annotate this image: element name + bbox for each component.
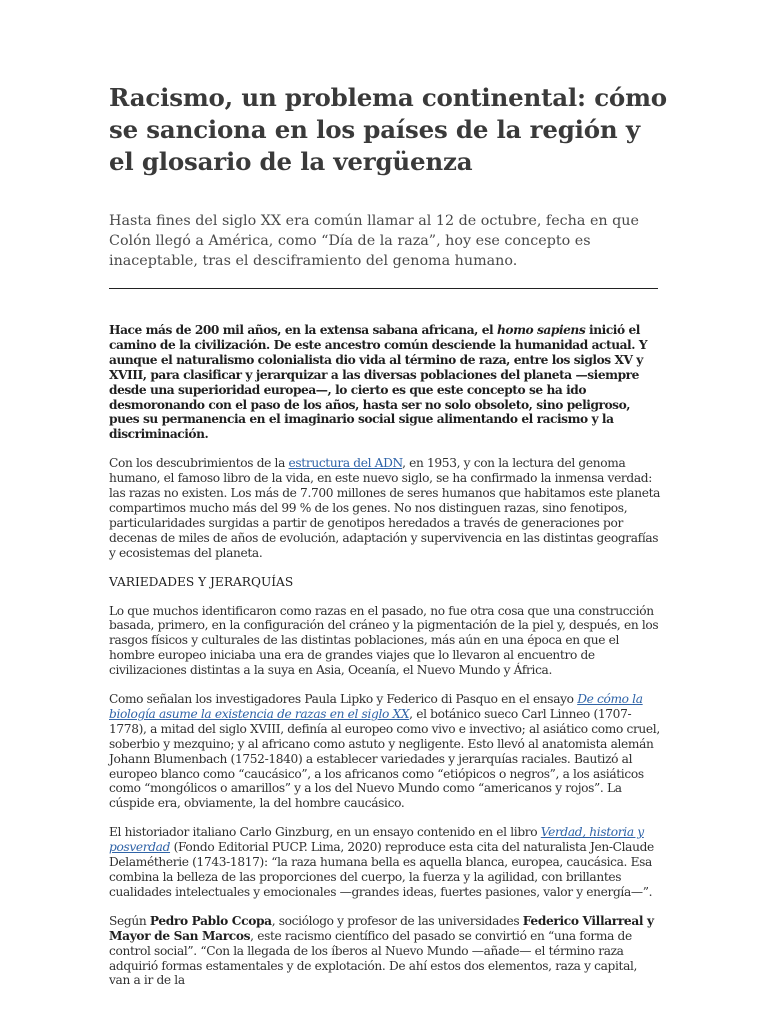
paragraph-ginzburg-text-a: El historiador italiano Carlo Ginzburg, en un ensayo contenido en el libro <box>109 825 541 840</box>
article-title: Racismo, un problema continental: cómo se sanciona en los países de la región y el glosario de la vergüenza <box>109 83 667 176</box>
paragraph-ccopa-text-b: , sociólogo y profesor de las universidades <box>271 913 523 928</box>
paragraph-ginzburg-text-b: (Fondo Editorial PUCP. Lima, 2020) reproduce esta cita del naturalista Jen-Claude Delamétherie (1743-1817): “la raza humana bella es aquella blanca, europea, caucásica. Esa combina la belleza de las proporciones del cuerpo, la fuerza y la agilidad, con brillantes cualidades intelectuales y emocionales —grandes ideas, fuertes pasiones, valor y energía—”. <box>109 840 654 899</box>
paragraph-ccopa <box>109 914 661 989</box>
paragraph-razas: Lo que muchos identificaron como razas en el pasado, no fue otra cosa que una construcción basada, primero, en la configuración del cráneo y la pigmentación de la piel y, después, en los rasgos físicos y culturales de las distintas poblaciones, más aún en una época en que el hombre europeo iniciaba una era de grandes viajes que lo llevaron al encuentro de civilizaciones distintas a la suya en Asia, Oceanía, el Nuevo Mundo y África. <box>109 603 659 678</box>
article-lede: Hasta fines del siglo XX era común llamar al 12 de octubre, fecha en que Colón llegó a América, como “Día de la raza”, hoy ese concepto es inaceptable, tras el desciframiento del genoma humano. <box>109 213 639 269</box>
paragraph-ccopa-text-c: , este racismo científico del pasado se convirtió en “una forma de control social”. “Con la llegada de los íberos al Nuevo Mundo —añade— el término raza adquirió formas estamentales y de explotación. De ahí estos dos elementos, raza y capital, van a ir de la <box>109 928 638 988</box>
paragraph-ccopa-text-a: Según <box>109 913 150 928</box>
paragraph-linneo-text-b: , el botánico sueco Carl Linneo (1707-1778), a mitad del siglo XVIII, definía al europeo como vivo e invectivo; al asiático como cruel, soberbio y mezquino; y al africano como astuto y negligente. Esto llevó al anatomista alemán Johann Blumenbach (1752-1840) a establecer variedades y jerarquías raciales. Bautizó al europeo blanco como “caucásico”, a los africanos como “etiópicos o negros”, a los asiáticos como “mongólicos o amarillos” y a los del Nuevo Mundo como “americanos y rojos”. La cúspide era, obviamente, la del hombre caucásico. <box>109 706 660 811</box>
paragraph-linneo-text-a: Como señalan los investigadores Paula Lipko y Federico di Pasquo en el ensayo <box>109 692 578 707</box>
intro-emphasis: homo sapiens <box>497 323 586 337</box>
paragraph-ginzburg <box>109 825 661 900</box>
paragraph-adn-text-a: Con los descubrimientos de la <box>109 456 289 471</box>
paragraph-adn-text-b: , en 1953, y con la lectura del genoma humano, el famoso libro de la vida, en este nuevo siglo, se ha confirmado la inmensa verdad: las razas no existen. Los más de 7.700 millones de seres humanos que habitamos este planeta compartimos mucho más del 99 % de los genes. No nos distinguen razas, sino fenotipos, particularidades surgidas a partir de genotipos heredados a través de generaciones por decenas de miles de años de evolución, adaptación y supervivencia en las distintas geografías y ecosistemas del planeta. <box>109 456 661 560</box>
paragraph-linneo <box>109 692 661 811</box>
name-universidades: Federico Villarreal y Mayor de San Marcos <box>109 913 654 943</box>
intro-text-a: Hace más de 200 mil años, en la extensa sabana africana, el <box>109 323 498 337</box>
section-heading: VARIEDADES Y JERARQUÍAS <box>109 574 294 589</box>
intro-text-b: inició el camino de la civilización. De este ancestro común desciende la humanidad actual. Y aunque el naturalismo colonialista dio vida al término de raza, entre los siglos XV y XVIII, para clasificar y jerarquizar a las diversas poblaciones del planeta —siempre desde una superioridad europea—, lo cierto es que este concepto se ha ido desmoronando con el paso de los años, hasta ser no solo obsoleto, sino peligroso, pues su permanencia en el imaginario social sigue alimentando el racismo y la discriminación. <box>109 323 648 442</box>
intro-paragraph <box>109 323 661 442</box>
divider <box>109 288 658 289</box>
paragraph-adn <box>109 456 661 560</box>
link-verdad-historia-posverdad[interactable]: Verdad, historia y posverdad <box>109 825 644 855</box>
link-ensayo-biologia[interactable]: De cómo la biología asume la existencia de razas en el siglo XX <box>109 692 643 721</box>
link-estructura-adn[interactable]: estructura del ADN <box>288 456 403 471</box>
article-body <box>109 323 661 1002</box>
name-pedro-pablo-ccopa: Pedro Pablo Ccopa <box>149 913 272 928</box>
